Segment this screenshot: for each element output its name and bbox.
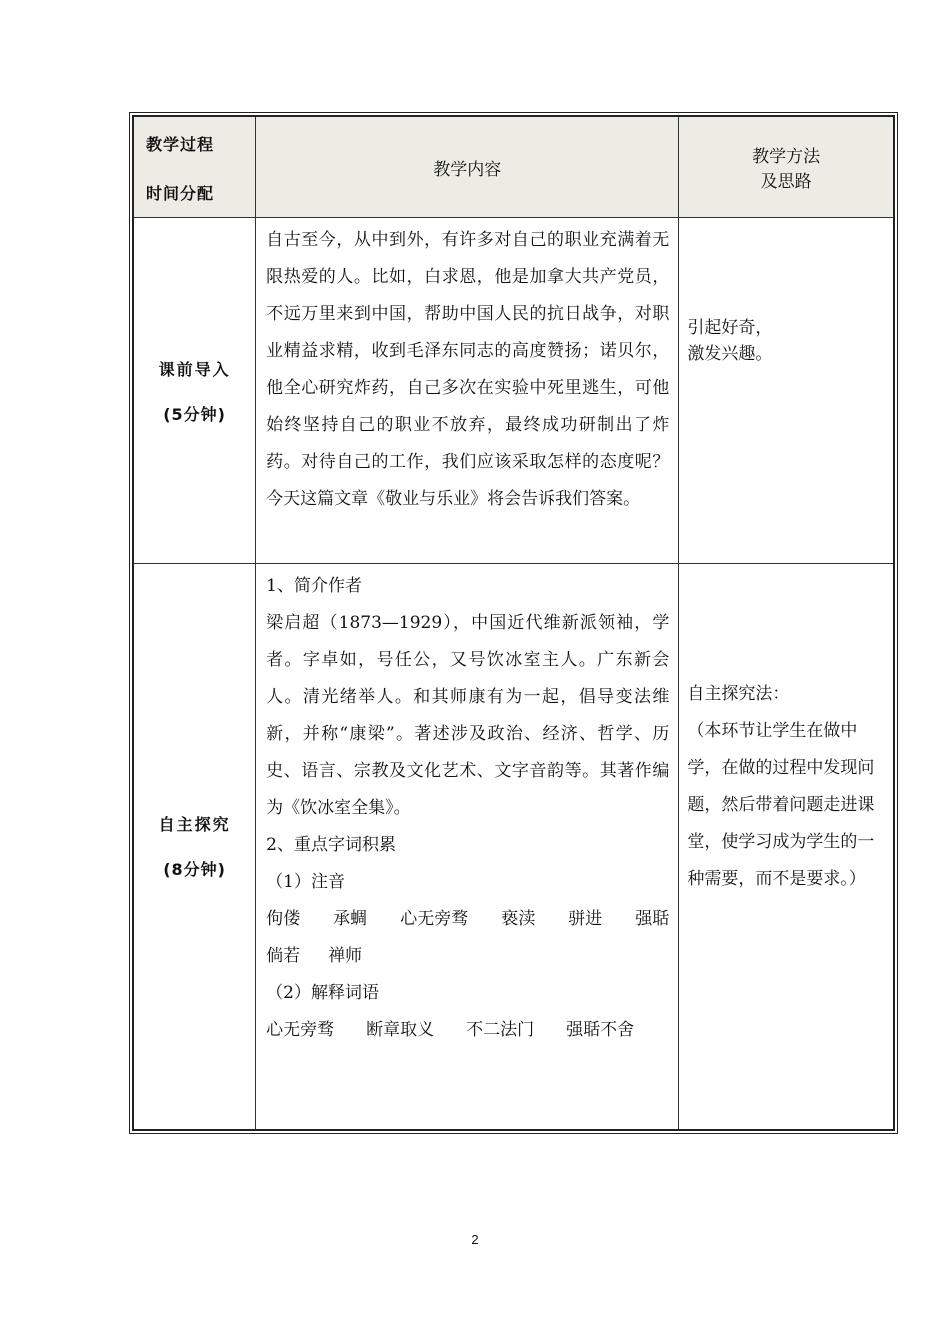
- header-stage-cell: [133, 116, 256, 218]
- pinyin-heading: （1）注音: [266, 872, 345, 892]
- pinyin-word: 骈进: [568, 909, 603, 929]
- content-cell-intro: [256, 218, 679, 564]
- define-word: 断章取义: [366, 1020, 435, 1040]
- method-cell-intro: [679, 218, 894, 564]
- pinyin-word: 佝偻: [266, 909, 301, 929]
- header-content-cell: [256, 116, 679, 218]
- stage-name-intro: 课前导入: [158, 359, 231, 379]
- method-self-paragraph: （本环节让学生在做中学，在做的过程中发现问题，然后带着问题走进课堂，使学习成为学生的一种需要，而不是要求。）: [687, 721, 875, 889]
- header-content-label: 教学内容: [433, 159, 502, 180]
- header-method-line1: 教学方法: [752, 147, 821, 167]
- content-cell-self-study: [256, 564, 679, 1130]
- table-row-intro: [133, 218, 894, 564]
- define-heading: （2）解释词语: [266, 983, 379, 1003]
- stage-name-self-study: 自主探究: [158, 815, 231, 835]
- header-method-cell: [679, 116, 894, 218]
- pinyin-words-row1: [266, 901, 669, 938]
- stage-time-self-study: (8分钟): [163, 860, 226, 880]
- page-number: 2: [471, 1232, 479, 1247]
- table-header-row: [133, 116, 894, 218]
- define-word: 强聒不舍: [566, 1020, 635, 1040]
- pinyin-word: 承蜩: [333, 909, 368, 929]
- stage-time-intro: (5分钟): [163, 404, 226, 424]
- method-cell-self-study: [679, 564, 894, 1130]
- method-self-line1: 自主探究法：: [687, 684, 790, 704]
- define-word: 心无旁骛: [266, 1020, 335, 1040]
- pinyin-word: 禅师: [328, 946, 363, 966]
- method-intro-line1: 引起好奇，: [687, 318, 773, 338]
- stage-cell-intro: [133, 218, 256, 564]
- table-row-self-study: [133, 564, 894, 1130]
- pinyin-word: 心无旁骛: [400, 909, 469, 929]
- pinyin-word: 倘若: [266, 946, 301, 966]
- method-intro-line2: 激发兴趣。: [687, 344, 773, 364]
- intro-paragraph: 自古至今，从中到外，有许多对自己的职业充满着无限热爱的人。比如，白求恩，他是加拿大共产党员，不远万里来到中国，帮助中国人民的抗日战争，对职业精益求精，收到毛泽东同志的高度赞扬；诺贝尔，他全心研究炸药，自己多次在实验中死里逃生，可他始终坚持自己的职业不放弃，最终成功研制出了炸药。对待自己的工作，我们应该采取怎样的态度呢？今天这篇文章《敬业与乐业》将会告诉我们答案。: [266, 230, 670, 509]
- header-stage-line1: 教学过程: [146, 135, 215, 154]
- vocab-heading: 2、重点字词积累: [266, 835, 396, 855]
- pinyin-word: 亵渎: [501, 909, 536, 929]
- pinyin-words-row2: [266, 938, 669, 975]
- lesson-plan-table: [132, 115, 895, 1131]
- define-word: 不二法门: [466, 1020, 535, 1040]
- stage-cell-self-study: [133, 564, 256, 1130]
- header-method-line2: 及思路: [760, 172, 812, 192]
- pinyin-word: 强聒: [635, 909, 670, 929]
- author-heading: 1、简介作者: [266, 576, 362, 596]
- define-words-row: [266, 1012, 669, 1049]
- header-stage-line2: 时间分配: [146, 184, 215, 203]
- author-paragraph: 梁启超（1873—1929），中国近代维新派领袖，学者。字卓如，号任公，又号饮冰室主人。广东新会人。清光绪举人。和其师康有为一起，倡导变法维新，并称“康梁”。著述涉及政治、经济、哲学、历史、语言、宗教及文化艺术、文字音韵等。其著作编为《饮冰室全集》。: [266, 613, 670, 818]
